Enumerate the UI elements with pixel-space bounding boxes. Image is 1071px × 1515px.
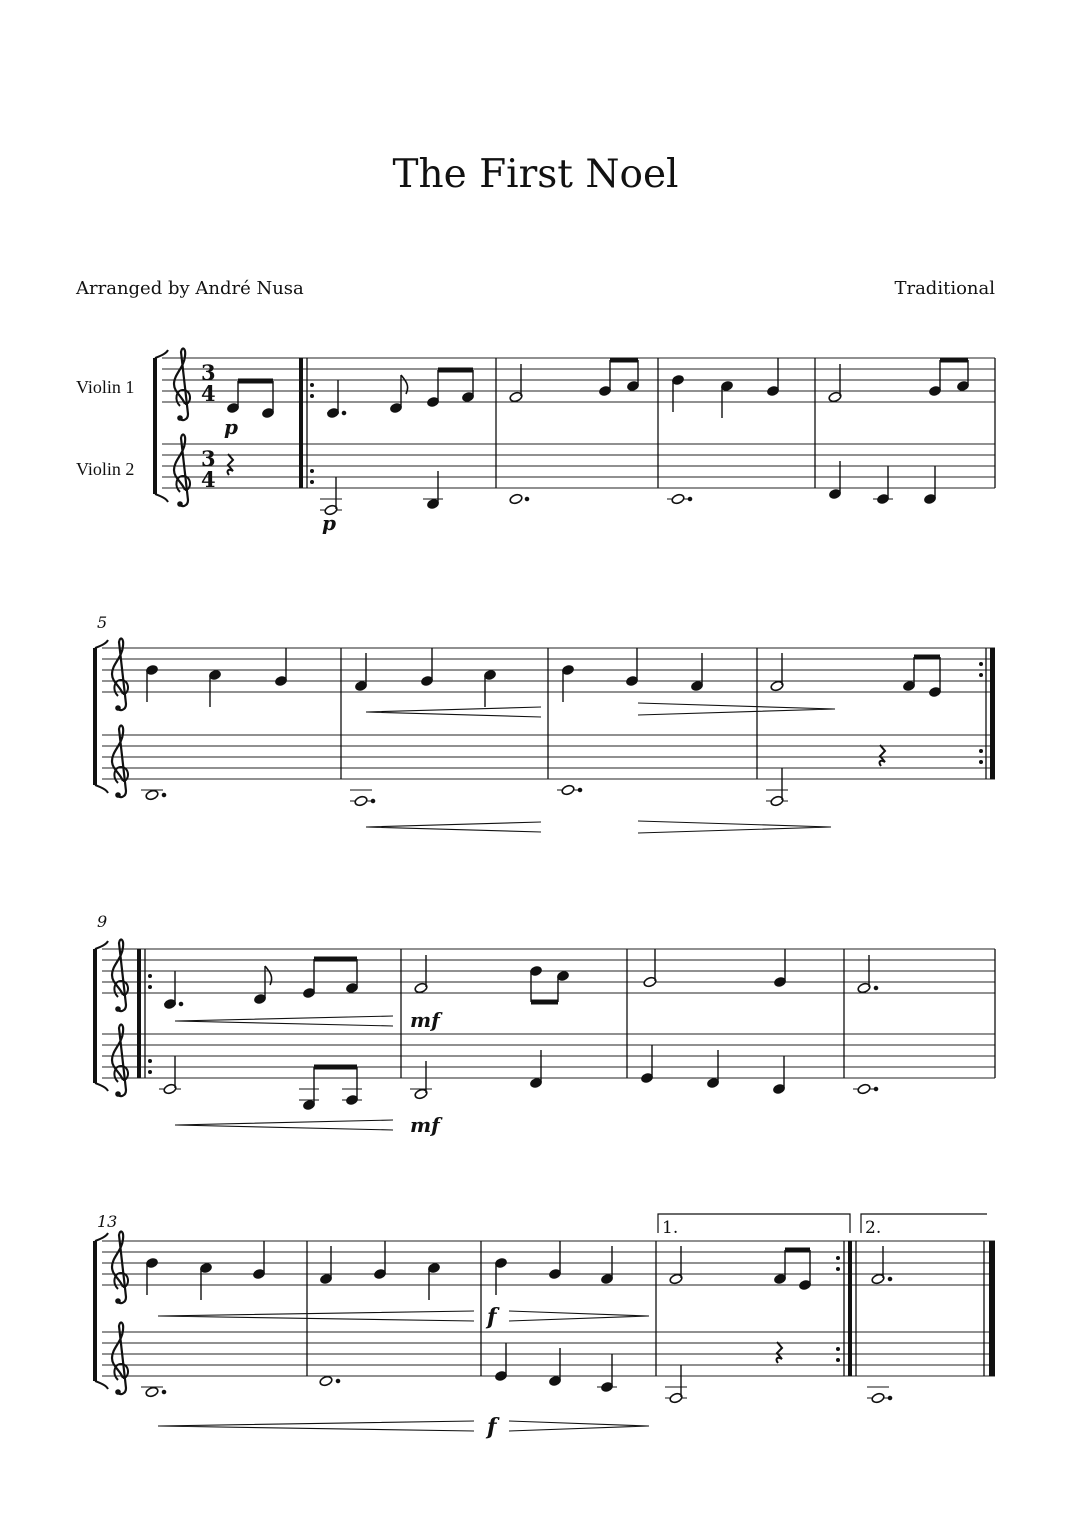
note-group [509,360,640,403]
note-group [326,370,474,419]
quarter-rest-icon [880,745,885,766]
crescendo-hairpin [175,1120,393,1130]
measure-number: 13 [97,1212,118,1231]
note-group [354,648,496,707]
repeat-start-barline [299,358,314,488]
system-4 [95,1212,995,1440]
note-group [867,1387,892,1404]
time-signature-bottom: 4 [201,381,216,406]
composer-credit: Traditional [894,278,995,299]
note-group [853,1083,878,1095]
quarter-rest-icon [777,1342,782,1363]
score-title: The First Noel [392,152,679,197]
instrument-name-violin-1: Violin 1 [76,377,135,397]
staff-violin-1 [102,1241,995,1285]
staff-violin-2 [162,444,995,488]
treble-clef-icon [112,1025,128,1097]
note-group [494,1241,613,1295]
note-group [226,381,274,419]
crescendo-hairpin [366,822,541,832]
staff-violin-2 [102,1332,995,1376]
note-group [163,959,358,1010]
measure-number: 9 [97,912,108,931]
crescendo-hairpin [158,1421,474,1431]
final-barline [984,1241,995,1376]
note-group [669,1246,812,1291]
system-1 [155,349,995,535]
dynamic-marking: f [487,1304,497,1330]
staff-violin-1 [162,358,995,402]
note-group [145,648,287,707]
note-group [320,471,443,516]
diminuendo-hairpin [509,1421,649,1431]
note-group [857,955,878,994]
note-group [159,1056,362,1111]
time-signature-top: 3 [201,446,216,471]
dynamic-marking: p [322,511,336,535]
note-group [509,493,529,505]
treble-clef-icon [112,726,128,798]
repeat-end-barline [836,1241,856,1376]
note-group [671,358,779,418]
treble-clef-icon [112,639,128,711]
volta-bracket-1 [658,1214,850,1233]
treble-clef-icon [112,940,128,1012]
dynamic-marking: mf [410,1113,440,1137]
repeat-end-barline [979,648,995,779]
crescendo-hairpin [175,1016,393,1026]
note-group [828,360,970,403]
note-group [640,1045,785,1095]
note-group [770,653,942,698]
measure-number: 5 [97,613,108,632]
note-group [350,790,375,807]
note-group [141,789,166,801]
treble-clef-icon [174,349,190,421]
diminuendo-hairpin [509,1311,649,1321]
note-group [145,1241,265,1300]
treble-clef-icon [174,435,190,507]
note-group [414,955,570,1002]
note-group [141,1386,166,1398]
diminuendo-hairpin [638,703,835,715]
instrument-name-violin-2: Violin 2 [76,459,135,479]
repeat-start-barline [137,949,152,1078]
note-group [667,493,692,505]
note-group [319,1375,340,1387]
volta-label: 2. [865,1218,882,1238]
staff-violin-2 [102,1034,995,1078]
note-group [828,461,936,505]
quarter-rest-icon [228,454,233,475]
note-group [665,1365,687,1404]
diminuendo-hairpin [638,821,831,833]
time-signature-top: 3 [201,360,216,385]
arranger-credit: Arranged by André Nusa [76,278,304,299]
note-group [766,768,788,807]
note-group [410,1050,543,1100]
treble-clef-icon [112,1323,128,1395]
treble-clef-icon [112,1232,128,1304]
time-signature-bottom: 4 [201,467,216,492]
dynamic-marking: mf [410,1008,440,1032]
volta-label: 1. [662,1218,679,1238]
note-group [494,1343,617,1393]
note-group [561,648,703,702]
system-3 [95,912,995,1137]
dynamic-marking: p [224,415,238,439]
system-2 [95,613,995,833]
dynamic-marking: f [487,1414,497,1440]
note-group [557,784,582,796]
crescendo-hairpin [158,1311,474,1321]
note-group [319,1241,440,1300]
crescendo-hairpin [366,707,541,717]
